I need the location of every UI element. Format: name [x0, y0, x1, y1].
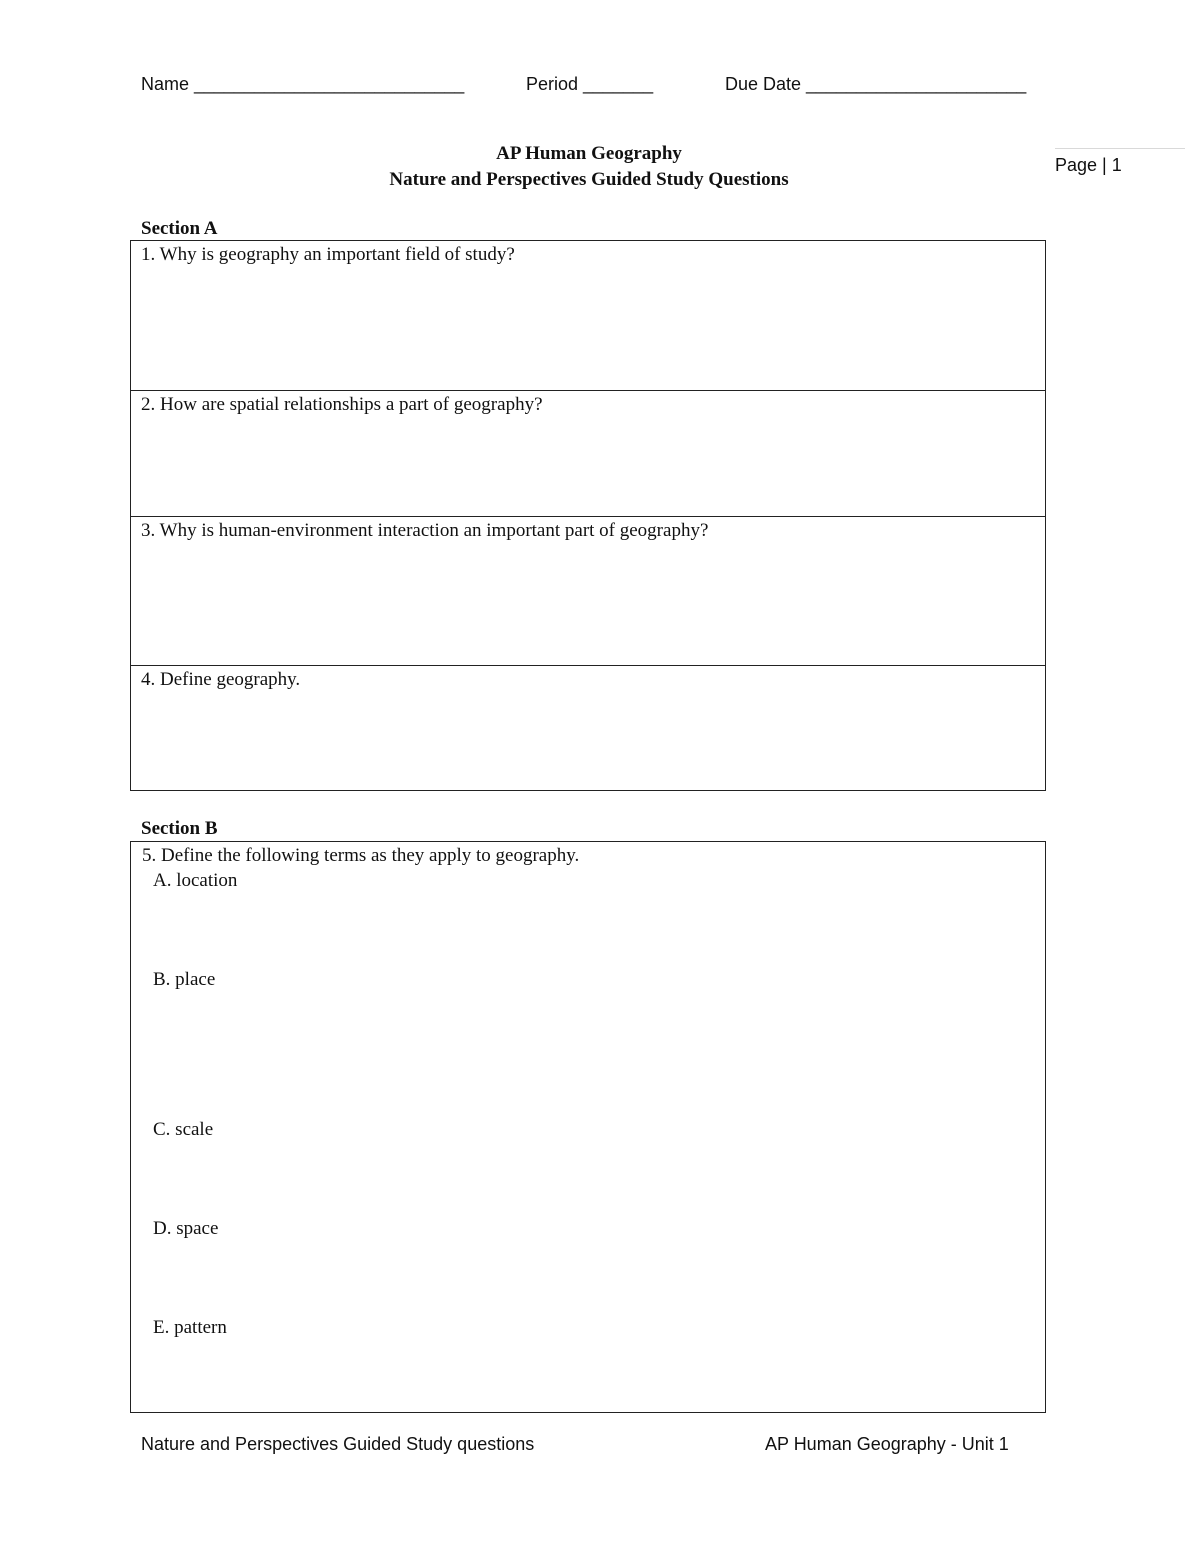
page-marker-rule	[1055, 148, 1185, 149]
question-5-cell[interactable]	[130, 841, 1046, 1413]
term-location: A. location	[153, 870, 238, 891]
name-field[interactable]: Name ___________________________	[141, 74, 465, 94]
document-title: AP Human Geography	[496, 143, 682, 164]
question-3-text: 3. Why is human-environment interaction an important part of geography?	[141, 520, 709, 541]
page-number: Page | 1	[1055, 155, 1122, 175]
term-space: D. space	[153, 1218, 219, 1239]
period-field[interactable]: Period _______	[526, 74, 654, 94]
question-4-text: 4. Define geography.	[141, 669, 301, 690]
section-b-label: Section B	[141, 818, 218, 839]
question-1-text: 1. Why is geography an important field of study?	[141, 244, 515, 265]
document-subtitle: Nature and Perspectives Guided Study Questions	[389, 169, 789, 190]
question-4-cell[interactable]	[130, 665, 1046, 790]
question-2-cell[interactable]	[130, 390, 1046, 516]
question-5-text: 5. Define the following terms as they apply to geography.	[142, 845, 580, 866]
question-3-cell[interactable]	[130, 516, 1046, 665]
footer-right: AP Human Geography - Unit 1	[765, 1434, 1009, 1454]
question-1-cell[interactable]	[130, 241, 1046, 390]
question-2-text: 2. How are spatial relationships a part of geography?	[141, 394, 543, 415]
section-a-label: Section A	[141, 218, 218, 239]
due-date-field[interactable]: Due Date ______________________	[725, 74, 1027, 94]
term-scale: C. scale	[153, 1119, 214, 1140]
term-place: B. place	[153, 969, 216, 990]
term-pattern: E. pattern	[153, 1317, 227, 1338]
footer-left: Nature and Perspectives Guided Study questions	[141, 1434, 535, 1454]
